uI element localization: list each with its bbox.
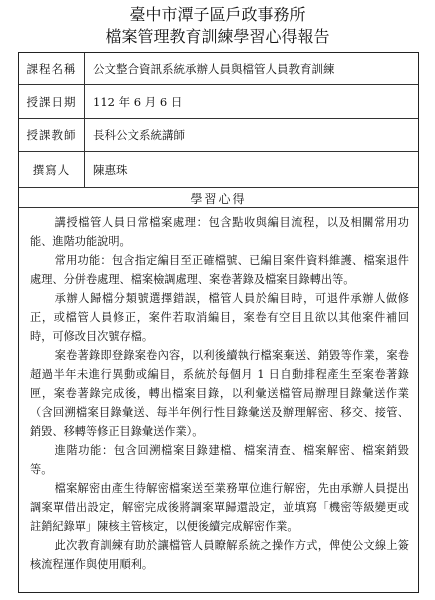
instructor-value: 長科公文系統講師 <box>93 128 185 142</box>
lecture-date-value: 112 年 6 月 6 日 <box>93 94 183 109</box>
report-table <box>18 52 419 593</box>
office-title: 臺中市潭子區戶政事務所 <box>129 5 306 24</box>
paragraph: 檔案解密由產生待解密檔案送至業務單位進行解密，先由承辦人員提出調案單借出設定，解密完成後將調案單歸還設定，並填寫「機密等級變更或註銷紀錄單」陳核主管核定，以便後續完成解密作業。 <box>30 482 409 533</box>
paragraph: 案卷著錄即登錄案卷內容，以利後續執行檔案棄送、銷毀等作業，案卷超過半年未進行異動或編目，系統於每個月 1 日自動排程產生至案卷著錄匣，案卷著錄完成後，轉出檔案目錄，以利彙送檔管局辦理目錄彙送作業（含回溯檔案目錄彙送、每半年例行性目錄彙送及辦理解密、移交、接管、銷毀、移轉等修正目錄彙送作業）。 <box>30 349 409 438</box>
instructor-label: 授課教師 <box>19 119 85 151</box>
course-name-label: 課程名稱 <box>19 53 85 84</box>
section-header-row <box>19 188 418 208</box>
lecture-date-row <box>19 85 418 119</box>
author-value: 陳惠珠 <box>93 162 128 177</box>
paragraph: 常用功能：包含指定編目至正確檔號、已編目案件資料維護、檔案退件處理、分併卷處理、檔案檢調處理、案卷著錄及檔案目錄轉出等。 <box>30 254 409 286</box>
author-row <box>19 152 418 188</box>
author-label: 撰寫人 <box>19 152 85 187</box>
paragraph: 承辦人歸檔分類號選擇錯誤，檔管人員於編目時，可退件承辦人做修正，或檔管人員修正，案件若取消編目，案卷有空目且欲以其他案件補回時，可修改目次號存檔。 <box>30 292 409 343</box>
lecture-date-label: 授課日期 <box>19 85 85 118</box>
paragraph: 講授檔管人員日常檔案處理：包含點收與編目流程，以及相關常用功能、進階功能說明。 <box>30 216 409 248</box>
section-title: 學習心得 <box>190 192 247 206</box>
course-name-value: 公文整合資訊系統承辦人員與檔管人員教育訓練 <box>93 61 335 76</box>
paragraph: 此次教育訓練有助於讓檔管人員瞭解系統之操作方式，俾使公文線上簽核流程運作與使用順利。 <box>30 539 409 571</box>
course-name-row <box>19 53 418 85</box>
report-title: 檔案管理教育訓練學習心得報告 <box>105 27 330 46</box>
paragraph: 進階功能：包含回溯檔案目錄建檔、檔案清查、檔案解密、檔案銷毀等。 <box>30 444 409 476</box>
instructor-row <box>19 119 418 152</box>
learning-notes <box>30 213 409 574</box>
